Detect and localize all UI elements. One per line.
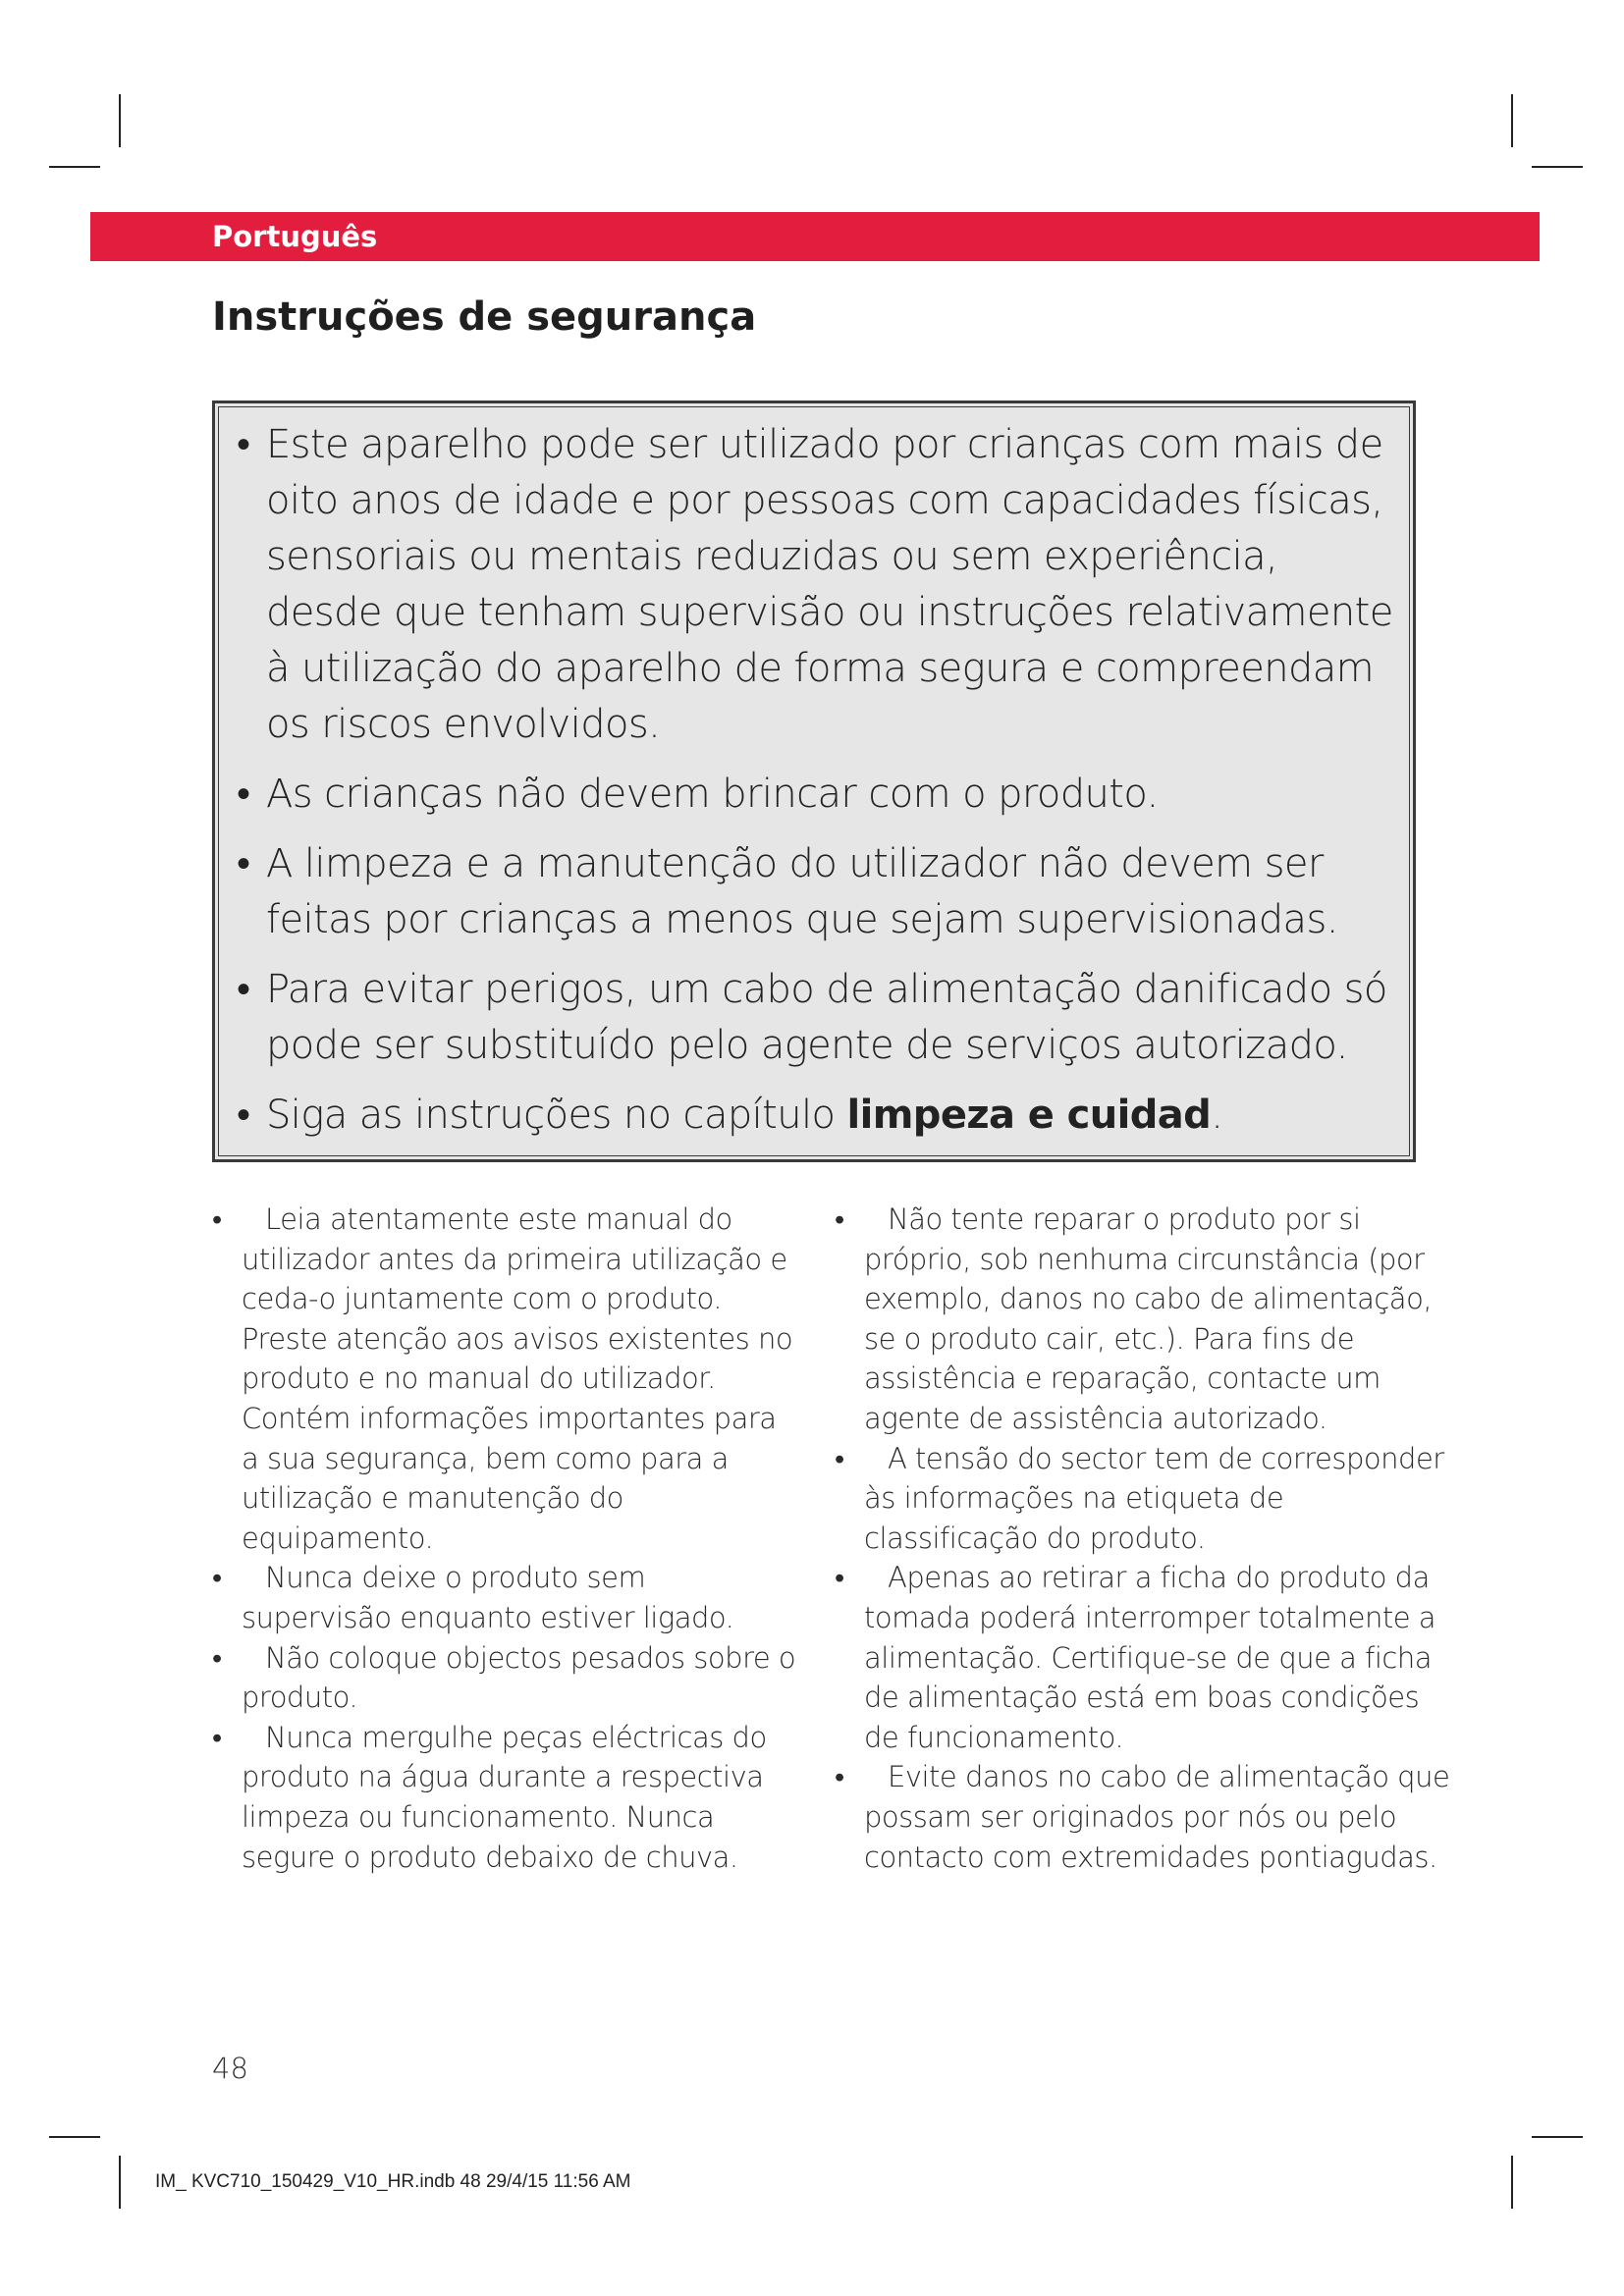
bullet-icon: • — [835, 1441, 844, 1475]
warning-list — [215, 403, 1413, 1144]
warning-item — [237, 417, 1403, 753]
language-header-bar — [90, 212, 1540, 261]
print-footer: IM_ KVC710_150429_V10_HR.indb 48 29/4/15 11:56 AM — [155, 2171, 631, 2192]
list-item — [835, 1200, 1453, 1439]
list-item — [212, 1200, 801, 1558]
bullet-icon: • — [835, 1760, 844, 1794]
bullet-icon: • — [237, 1093, 250, 1138]
bullet-icon: • — [237, 967, 250, 1012]
crop-mark — [1532, 2136, 1583, 2138]
list-item — [212, 1558, 801, 1637]
page-title: Instruções de segurança — [212, 294, 757, 340]
crop-mark — [119, 2156, 121, 2209]
crop-mark — [1511, 94, 1513, 147]
warning-item — [237, 836, 1403, 948]
list-item-text: Não coloque objectos pesados sobre o produto. — [242, 1640, 796, 1715]
list-item — [212, 1718, 801, 1877]
list-item-text: Leia atentamente este manual do utilizador antes da primeira utilização e ceda-o juntamente com o produto. Preste atenção aos avisos existentes no produto e no manual do utilizador. Contém informações importantes para a sua segurança, bem como para a utilização e manutenção do equipamento. — [242, 1202, 793, 1555]
safety-list-right — [835, 1200, 1453, 1877]
crop-mark — [49, 166, 100, 168]
bullet-icon: • — [835, 1202, 844, 1236]
right-column — [835, 1200, 1453, 1877]
warning-text: Para evitar perigos, um cabo de alimentação danificado só pode ser substituído pelo agente de serviços autorizado. — [266, 967, 1387, 1068]
warning-box — [212, 400, 1416, 1162]
crop-mark — [119, 94, 121, 147]
page-number: 48 — [212, 2052, 248, 2085]
crop-mark — [1511, 2156, 1513, 2209]
left-column — [212, 1200, 801, 1877]
list-item — [835, 1558, 1453, 1757]
bullet-icon: • — [212, 1202, 222, 1236]
safety-list-left — [212, 1200, 801, 1877]
warning-item — [237, 962, 1403, 1074]
list-item — [835, 1439, 1453, 1559]
list-item — [835, 1757, 1453, 1877]
list-item-text: Nunca deixe o produto sem supervisão enquanto estiver ligado. — [242, 1561, 734, 1634]
bullet-icon: • — [237, 422, 250, 467]
list-item — [212, 1638, 801, 1718]
list-item-text: Não tente reparar o produto por si próprio, sob nenhuma circunstância (por exemplo, danos no cabo de alimentação, se o produto cair, etc.). Para fins de assistência e reparação, contacte um agente de assistência autorizado. — [864, 1202, 1433, 1435]
warning-text: Siga as instruções no capítulo — [266, 1093, 847, 1138]
list-item-text: Evite danos no cabo de alimentação que possam ser originados por nós ou pelo contacto com extremidades pontiagudas. — [864, 1760, 1450, 1874]
bullet-icon: • — [237, 841, 250, 886]
warning-item — [237, 1088, 1403, 1144]
warning-item — [237, 767, 1403, 823]
chapter-reference: limpeza e cuidad — [846, 1093, 1212, 1138]
list-item-text: A tensão do sector tem de corresponder às informações na etiqueta de classificação do produto. — [864, 1441, 1444, 1555]
warning-text: Este aparelho pode ser utilizado por crianças com mais de oito anos de idade e por pessoas com capacidades físicas, sensoriais ou mentais reduzidas ou sem experiência, desde que tenham supervisão ou instruções relativamente à utilização do aparelho de forma segura e compreendam os riscos envolvidos. — [266, 422, 1393, 747]
list-item-text: Nunca mergulhe peças eléctricas do produto na água durante a respectiva limpeza ou funcionamento. Nunca segure o produto debaixo de chuva. — [242, 1720, 767, 1874]
warning-text-end: . — [1211, 1093, 1223, 1138]
warning-text: A limpeza e a manutenção do utilizador não devem ser feitas por crianças a menos que sejam supervisionadas. — [266, 841, 1338, 942]
crop-mark — [1532, 166, 1583, 168]
bullet-icon: • — [212, 1561, 222, 1595]
bullet-icon: • — [835, 1561, 844, 1595]
crop-mark — [49, 2136, 100, 2138]
bullet-icon: • — [212, 1720, 222, 1754]
bullet-icon: • — [212, 1640, 222, 1675]
list-item-text: Apenas ao retirar a ficha do produto da tomada poderá interromper totalmente a alimentação. Certifique-se de que a ficha de alimentação está em boas condições de funcionamento. — [864, 1561, 1436, 1754]
bullet-icon: • — [237, 772, 250, 817]
language-label: Português — [212, 220, 378, 253]
warning-text: As crianças não devem brincar com o produto. — [266, 772, 1159, 817]
